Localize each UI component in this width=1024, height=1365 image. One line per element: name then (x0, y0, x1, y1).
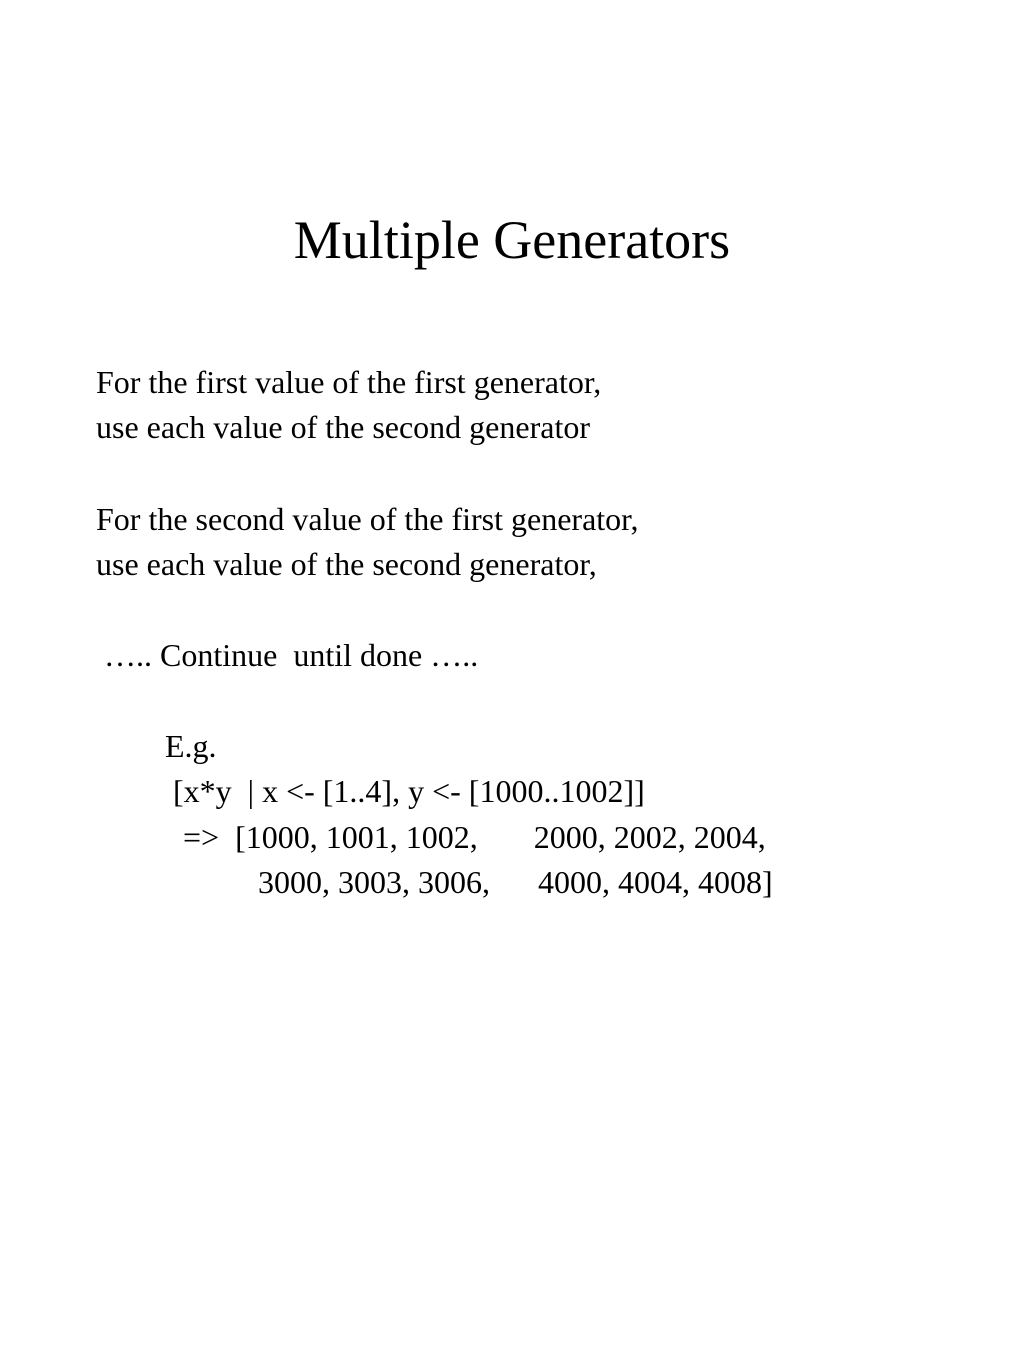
example-result-line1: => [1000, 1001, 1002, 2000, 2002, 2004, (183, 819, 766, 855)
slide-title: Multiple Generators (293, 210, 731, 270)
example-label: E.g. (165, 728, 217, 764)
paragraph2-line2: use each value of the second generator, (96, 546, 597, 582)
example-expression: [x*y | x <- [1..4], y <- [1000..1002]] (173, 773, 645, 809)
paragraph1-line2: use each value of the second generator (96, 409, 590, 445)
continue-text: ….. Continue until done ….. (104, 637, 479, 673)
example-result-line2: 3000, 3003, 3006, 4000, 4004, 4008] (258, 864, 773, 900)
paragraph2-line1: For the second value of the first generator, (96, 501, 639, 537)
paragraph1-line1: For the first value of the first generator, (96, 364, 602, 400)
